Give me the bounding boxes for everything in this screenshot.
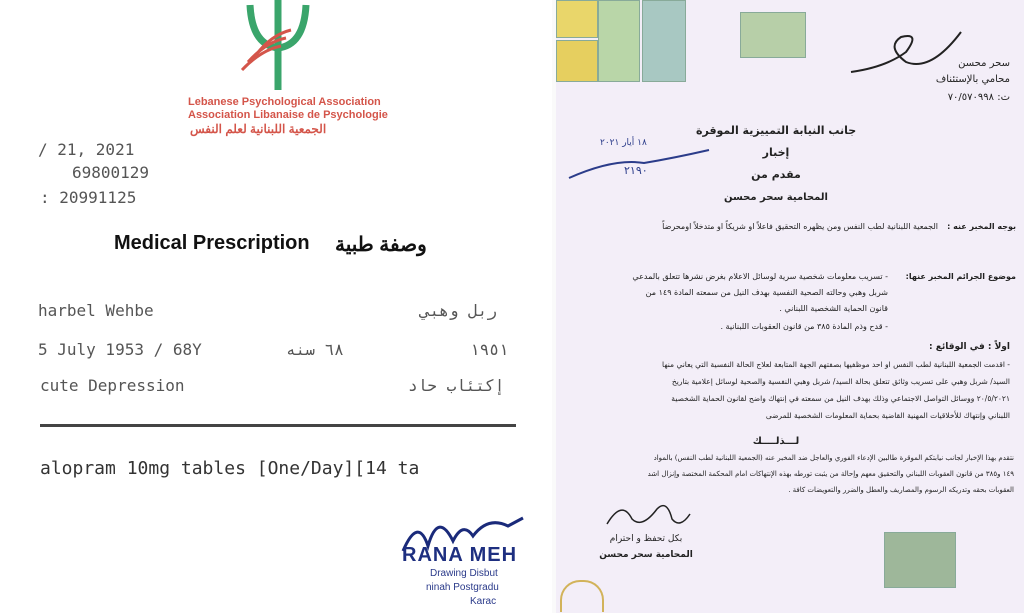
received-stamp-date: ١٨ أيار ٢٠٢١ (600, 138, 647, 148)
crimes-label: موضوع الجرائم المخبر عنها: (905, 272, 1016, 281)
age-ar: ٦٨ سنه (286, 340, 344, 359)
received-stamp-number: ٢١٩٠ (624, 164, 648, 177)
crime-1c: قانون الحماية الشخصية اللبناني . (779, 304, 888, 313)
prescription-title-ar: وصفة طبية (335, 234, 427, 256)
closing-text: بكل تحفظ و احترام (609, 534, 683, 544)
medication-line: alopram 10mg tables [One/Day][14 ta (40, 458, 420, 479)
sender-phone: ت: ٧٠/٥٧٠٩٩٨ (947, 92, 1010, 103)
request-line-1: نتقدم بهذا الإخبار لجانب نيابتكم الموقرة طالبين الإدعاء الفوري والعاجل ضد المخبر عنه (الجمعية اللبنانية لطب النفس) بالمواد (653, 454, 1014, 462)
lawyer-seal (560, 580, 604, 612)
sender-signature (846, 22, 966, 82)
org-name-fr: Association Libanaise de Psychologie (188, 109, 388, 121)
facts-label: اولاً : في الوقائع : (928, 342, 1010, 352)
patient-name-en: harbel Wehbe (38, 301, 154, 320)
letter-subject: إخبار (762, 146, 790, 159)
signature-line-1: Drawing Disbut (430, 568, 498, 579)
revenue-stamp-2 (556, 40, 598, 82)
legal-letter-document (556, 0, 1024, 613)
signature-line-3: Karac (470, 596, 497, 607)
revenue-stamp-4 (642, 0, 686, 82)
closing-name: المحامية سحر محسن (599, 550, 693, 560)
date-of-birth-ar: ١٩٥١ (470, 340, 509, 359)
patient-name-ar: ربل وهبي (420, 301, 498, 320)
crime-1: - تسريب معلومات شخصية سرية لوسائل الاعلام بغرض نشرها تتعلق بالمدعي (632, 272, 888, 281)
revenue-stamp-bottom (884, 532, 956, 588)
fact-line-4: اللبناني وإنتهاك للأخلاقيات المهنية القاضية بحماية المعلومات الشخصية للمرضى (765, 411, 1010, 420)
request-line-2: ١٤٩ و٣٨٥ من قانون العقوبات اللبناني والتحقيق معهم وإحالة من يثبت تورطه بهذه الإنتهاكات امام المحكمة المختصة وإنزال اشد (647, 470, 1014, 478)
crime-2: - قدح وذم المادة ٣٨٥ من قانون العقوبات اللبنانية . (720, 322, 888, 331)
prescription-date: / 21, 2021 (38, 140, 135, 159)
org-name-en: Lebanese Psychological Association (188, 96, 381, 108)
received-stamp (564, 138, 714, 184)
diagnosis-en: cute Depression (40, 376, 185, 395)
against-text: الجمعية اللبنانية لطب النفس ومن يظهره التحقيق فاعلاً او شريكاً او متدخلاً اومحرضاً (662, 222, 938, 231)
prescription-title-en: Medical Prescription (114, 232, 310, 254)
signature-line-2: ninah Postgradu (426, 582, 499, 593)
against-label: بوجه المخبر عنه : (947, 222, 1016, 231)
letter-submitted-by: مقدم من (751, 168, 801, 181)
revenue-stamp-1 (556, 0, 598, 38)
date-of-birth-en: 5 July 1953 / 68Y (38, 340, 202, 359)
sender-name: سحر محسن (958, 58, 1010, 69)
prescription-number-1: 69800129 (72, 163, 150, 182)
separator-line (40, 424, 516, 427)
sender-title: محامي بالإستئناف (935, 74, 1010, 85)
prescription-number-2: : 20991125 (40, 188, 137, 207)
org-name-ar: الجمعية اللبنانية لعلم النفس (190, 122, 327, 136)
revenue-stamp-3 (598, 0, 640, 82)
crime-1b: شربل وهبي وحالته الصحية النفسية بهدف النيل من سمعته المادة ١٤٩ من (645, 288, 888, 297)
letter-lawyer: المحامية سحر محسن (724, 192, 828, 203)
psychology-association-logo (236, 0, 326, 95)
letter-addressee: جانب النيابة التمييزية الموقرة (696, 124, 857, 137)
fact-line-2: السيد/ شربل وهبي على تسريب وثائق تتعلق بحالة السيد/ شربل وهبي النفسية والصحية لوسائل إعلامية بتاريخ (671, 377, 1010, 386)
signature-name: RANA MEH (402, 544, 518, 566)
fact-line-3: ٢٠/٥/٢٠٢١ ووسائل التواصل الاجتماعي وذلك بهدف النيل من سمعته في إنتهاك واضح لقانون الحماية الشخصية (671, 394, 1010, 403)
diagnosis-ar: إكتئاب حاد (408, 376, 505, 395)
therefore-heading: لـــذلــــك (752, 436, 800, 447)
fact-line-1: - اقدمت الجمعية اللبنانية لطب النفس او احد موظفيها بصفتهم الجهة المتابعة لعلاج الحالة النفسية التي يعاني منها (662, 360, 1010, 369)
revenue-stamp-5 (740, 12, 806, 58)
request-line-3: العقوبات بحقه وتدريكه الرسوم والمصاريف والعطل والضرر والتعويضات كافة . (788, 486, 1014, 494)
closing-signature (602, 494, 692, 534)
